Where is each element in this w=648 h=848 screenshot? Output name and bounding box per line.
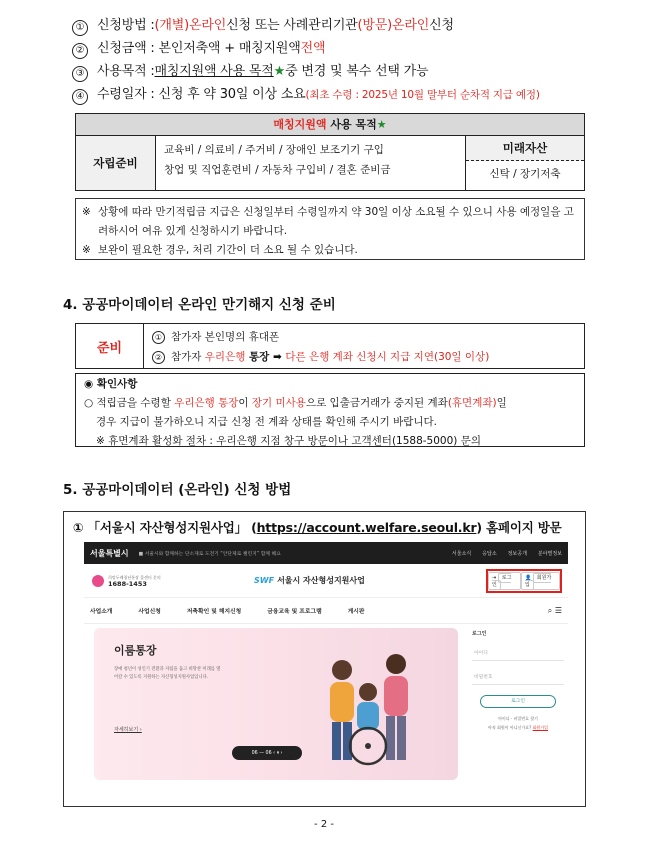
site-nav xyxy=(84,598,568,624)
item-number: ③ xyxy=(72,66,88,82)
future-asset-items: 신탁 / 장기저축 xyxy=(489,168,561,180)
purpose-table-header: 매칭지원액 사용 목적★ xyxy=(76,114,584,136)
apply-info-list xyxy=(72,14,592,106)
notice-box: ※ 상황에 따라 만기적립금 지급은 신청일부터 수령일까지 약 30일 이상 소요될 수 있으니 사용 예정일을 고려하시어 여유 있게 신청하시기 바랍니다. ※ 보완이 필요한 경우, 처리 기간이 더 소요 될 수 있습니다. xyxy=(75,198,585,260)
auth-buttons-highlight xyxy=(486,569,562,593)
people-illustration xyxy=(298,642,438,772)
prep-box xyxy=(75,323,585,369)
future-asset-cell xyxy=(466,136,584,190)
signup-link[interactable]: 회원가입 xyxy=(532,725,549,730)
login-button[interactable]: ⇥ 로그인 xyxy=(488,572,521,590)
seoul-logo[interactable]: 서울특별시 xyxy=(90,548,129,558)
self-reliance-label: 자립준비 xyxy=(76,136,156,190)
prep-item: ② 참가자 우리은행 통장 ➡ 다른 은행 계좌 신청시 지급 지연(30일 이상) xyxy=(152,347,584,367)
confirm-title: ◉ 확인사항 xyxy=(84,378,138,390)
list-item: ④ 수령일자 : 신청 후 약 30일 이상 소요 (최초 수령 : 2025년 10월 말부터 순차적 지급 예정) xyxy=(72,83,592,106)
site-header: 희망두배청년통장 콜센터 문의 1688-1453 SWF 서울시 자산형성지원사업 ⇥ 로그인 👤 회원가입 xyxy=(84,564,568,598)
nav-item[interactable]: 사업소개 xyxy=(90,609,113,615)
page-number: - 2 - xyxy=(314,819,334,830)
join-button[interactable]: 👤 회원가입 xyxy=(521,572,560,590)
nav-item[interactable]: 게시판 xyxy=(347,609,365,615)
site-url-link[interactable]: https://account.welfare.seoul.kr xyxy=(256,520,477,535)
hero-title: 이룸통장 xyxy=(114,644,157,657)
list-item: ③ 사용목적 : 매칭지원액 사용 목적 ★ 중 변경 및 복수 선택 가능 xyxy=(72,60,592,83)
login-submit-button[interactable]: 로그인 xyxy=(480,695,556,708)
list-item: ② 신청금액 : 본인저축액 + 매칭지원액 전액 xyxy=(72,37,592,60)
nav-item[interactable]: 저축확인 및 해지신청 xyxy=(186,609,242,615)
self-reliance-items: 교육비 / 의료비 / 주거비 / 장애인 보조기기 구입 창업 및 직업훈련비 / 자동차 구입비 / 결혼 준비금 xyxy=(156,136,466,190)
login-id-input[interactable]: 아이디 xyxy=(472,647,564,661)
nav-item[interactable]: 금융교육 및 프로그램 xyxy=(267,609,322,615)
purpose-table xyxy=(75,113,585,191)
website-screenshot-box xyxy=(63,511,586,807)
website-screenshot xyxy=(84,542,568,804)
confirm-box: ◉ 확인사항 ○ 적립금을 수령할 우리은행 통장이 장기 미사용으로 입출금거래가 중지된 계좌(휴면계좌)일 경우 지급이 불가하오니 지급 신청 전 계좌 상태를 확인해 주시기 바랍니다. ※ 휴면계좌 활성화 절차 : 우리은행 지점 창구 방문이나 고객센터(1588-5000) 문의 xyxy=(75,373,585,447)
future-asset-label: 미래자산 xyxy=(466,136,584,161)
slide-controls[interactable]: 06 — 06 ‹ ⏸ › xyxy=(232,746,302,760)
prep-label: 준비 xyxy=(76,324,144,368)
screenshot-caption: ① 「서울시 자산형성지원사업」 (https://account.welfare.seoul.kr) 홈페이지 방문 xyxy=(73,520,562,535)
section-heading-5: 5. 공공마이데이터 (온라인) 신청 방법 xyxy=(63,482,292,498)
item-number: ④ xyxy=(72,89,88,105)
item-number: ① xyxy=(72,20,88,36)
nav-item[interactable]: 사업신청 xyxy=(138,609,161,615)
find-account-link[interactable]: 아이디 · 비밀번호 찾기 xyxy=(498,716,538,721)
section-heading-4: 4. 공공마이데이터 온라인 만기해지 신청 준비 xyxy=(63,297,336,313)
site-brand[interactable]: SWF 서울시 자산형성지원사업 xyxy=(254,576,365,585)
star-icon: ★ xyxy=(273,64,286,79)
star-icon: ★ xyxy=(376,118,387,131)
phone-icon xyxy=(92,575,104,587)
arrow-right-icon: ➡ xyxy=(269,351,286,363)
login-pw-input[interactable]: 비밀번호 xyxy=(472,671,564,685)
hero-banner: 이룸통장 장애 청년이 성인기 전환과 자립을 돕고 희망찬 미래를 열어갈 수 있도록 지원하는 자산형성지원사업입니다. 자세히보기 › 06 — 06 ‹ ⏸ › xyxy=(94,628,458,780)
login-panel: 로그인 아이디 비밀번호 로그인 아이디 · 비밀번호 찾기 아직 회원이 아니신가요? 회원가입 xyxy=(472,630,564,770)
more-link[interactable]: 자세히보기 › xyxy=(114,727,142,733)
site-topbar: 서울특별시 ■ 서울시와 함께하는 단소제로 도전기 “안단제로 챌린지” 함께 해요 서울소식 응답소 정보공개 분야별정보 xyxy=(84,542,568,564)
search-menu-icons[interactable]: ⌕ ☰ xyxy=(547,605,562,615)
prep-item: ① 참가자 본인명의 휴대폰 xyxy=(152,327,584,347)
call-number: 1688-1453 xyxy=(108,579,147,588)
item-number: ② xyxy=(72,43,88,59)
list-item: ① 신청방법 : (개별)온라인 신청 또는 사례관리기관 (방문)온라인 신청 xyxy=(72,14,592,37)
